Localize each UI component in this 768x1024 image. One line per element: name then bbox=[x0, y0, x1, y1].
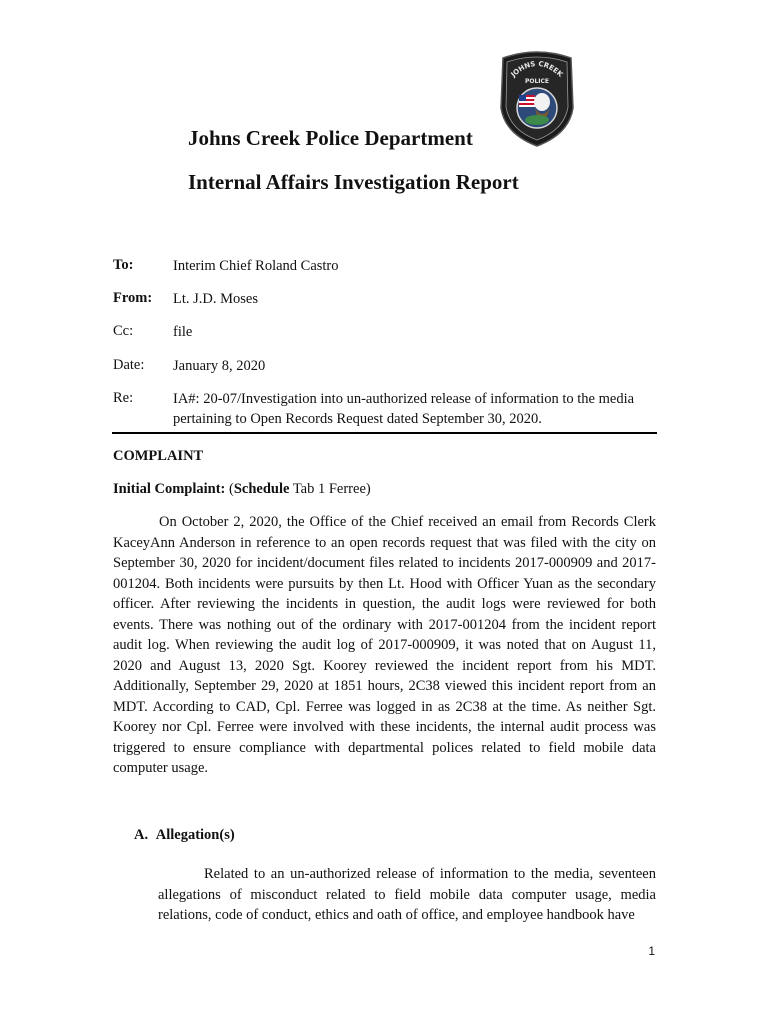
report-title: Internal Affairs Investigation Report bbox=[188, 170, 519, 194]
cc-value: file bbox=[173, 324, 193, 340]
svg-text:JOHNS CREEK: JOHNS CREEK bbox=[509, 59, 565, 79]
complaint-body: On October 2, 2020, the Office of the Chief received an email from Records Clerk KaceyAnn Anderson in reference to an open records request that was filed with the city on September 30, 2020 for incident/document files related to incidents 2017-000909 and 2017-001204. Both incidents were pursuits by then Lt. Hood with Officer Yuan as the secondary officer. After reviewing the incidents in question, the audit logs were reviewed for both events. There was nothing out of the ordinary with 2017-001204 from the incident report audit log. When reviewing the audit log of 2017-000909, it was noted that on August 11, 2020 and August 13, 2020 Sgt. Koorey reviewed the incident report from his MDT. Additionally, September 29, 2020 at 1851 hours, 2C38 viewed this incident report from an MDT. According to CAD, Cpl. Ferree was logged in as 2C38 at the time. As neither Sgt. Koorey nor Cpl. Ferree were involved with these incidents, the internal audit process was triggered to ensure compliance with departmental polices related to field mobile data computer usage. bbox=[113, 514, 656, 776]
schedule-label: Schedule bbox=[233, 481, 290, 497]
re-value: IA#: 20-07/Investigation into un-authorized release of information to the media pertaining to Open Records Request dated September 30, 2020. bbox=[173, 391, 635, 427]
from-value: Lt. J.D. Moses bbox=[173, 291, 258, 307]
allegations-heading-line bbox=[134, 827, 235, 844]
initial-complaint-label: Initial Complaint: bbox=[113, 481, 226, 497]
page-number: 1 bbox=[648, 944, 655, 958]
date-label: Date: bbox=[113, 357, 145, 373]
paren-open: ( bbox=[229, 481, 234, 497]
allegations-marker: A. bbox=[134, 827, 149, 843]
schedule-reference: Tab 1 Ferree) bbox=[292, 481, 371, 497]
allegations-body: Related to an un-authorized release of information to the media, seventeen allegations of misconduct related to field mobile data computer usage, media relations, code of conduct, ethics and oath of office, and employee handbook have bbox=[158, 866, 656, 923]
police-badge-logo bbox=[497, 50, 577, 147]
to-label: To: bbox=[113, 257, 134, 273]
date-value: January 8, 2020 bbox=[173, 358, 266, 374]
svg-text:POLICE: POLICE bbox=[524, 78, 550, 85]
to-value: Interim Chief Roland Castro bbox=[173, 258, 339, 274]
from-label: From: bbox=[113, 290, 153, 306]
memo-divider bbox=[112, 432, 657, 434]
re-label: Re: bbox=[113, 390, 134, 406]
complaint-heading: COMPLAINT bbox=[113, 448, 204, 464]
cc-label: Cc: bbox=[113, 323, 134, 339]
allegations-heading: Allegation(s) bbox=[155, 827, 235, 843]
department-title: Johns Creek Police Department bbox=[188, 126, 473, 150]
initial-complaint-line bbox=[113, 481, 371, 498]
